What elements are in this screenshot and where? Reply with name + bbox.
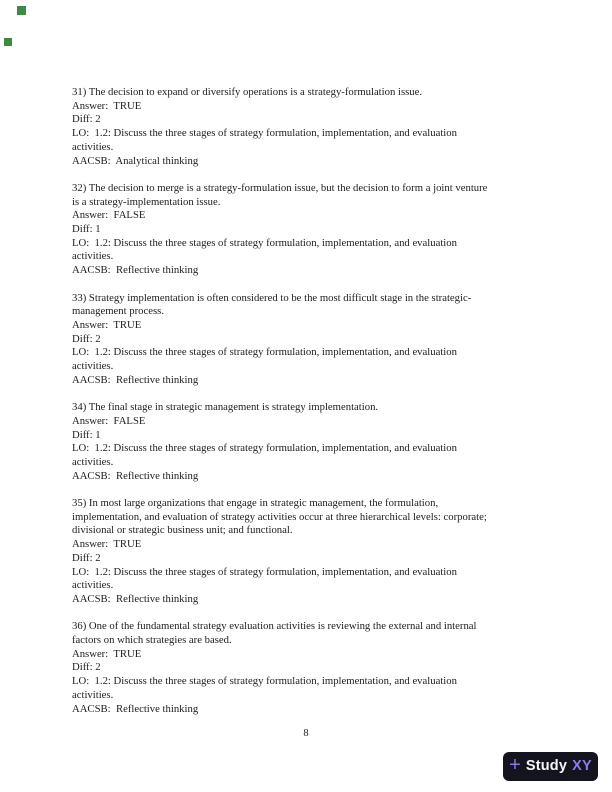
plus-icon: + <box>509 754 521 776</box>
question-line: Answer: TRUE <box>72 538 142 551</box>
question-line: is a strategy-implementation issue. <box>72 195 221 208</box>
question-line: Answer: TRUE <box>72 647 142 660</box>
question-line: 32) The decision to merge is a strategy-formulation issue, but the decision to form a joint venture <box>72 181 488 194</box>
question-list <box>72 86 558 730</box>
question-block <box>72 292 558 388</box>
question-line: divisional or strategic business unit; and functional. <box>72 524 293 537</box>
question-line: management process. <box>72 305 164 318</box>
question-block <box>72 182 558 278</box>
question-line: 35) In most large organizations that engage in strategic management, the formulation, <box>72 497 439 510</box>
question-line: activities. <box>72 688 114 701</box>
question-line: LO: 1.2: Discuss the three stages of strategy formulation, implementation, and evaluation <box>72 127 457 140</box>
logo-text-xy: XY <box>572 758 592 775</box>
question-line: 31) The decision to expand or diversify operations is a strategy-formulation issue. <box>72 86 423 98</box>
question-block <box>72 401 558 483</box>
question-line: 36) One of the fundamental strategy evaluation activities is reviewing the external and internal <box>72 620 477 633</box>
question-line: 33) Strategy implementation is often considered to be the most difficult stage in the strategic- <box>72 291 472 304</box>
question-line: Diff: 2 <box>72 332 101 345</box>
question-line: factors on which strategies are based. <box>72 634 232 647</box>
question-line: LO: 1.2: Discuss the three stages of strategy formulation, implementation, and evaluation <box>72 565 457 578</box>
question-line: activities. <box>72 360 114 373</box>
question-line: Answer: FALSE <box>72 414 146 427</box>
question-line: AACSB: Reflective thinking <box>72 264 199 277</box>
annotation-square <box>4 38 12 46</box>
question-line: LO: 1.2: Discuss the three stages of strategy formulation, implementation, and evaluation <box>72 236 457 249</box>
question-block <box>72 86 558 168</box>
question-line: Diff: 1 <box>72 223 101 236</box>
question-line: Diff: 2 <box>72 661 101 674</box>
question-line: activities. <box>72 579 114 592</box>
logo-text-study: Study <box>525 758 568 775</box>
question-line: activities. <box>72 250 114 263</box>
question-line: implementation, and evaluation of strategy activities occur at three hierarchical levels: corporate; <box>72 510 487 523</box>
studyxy-logo-badge[interactable] <box>503 752 598 781</box>
question-line: 34) The final stage in strategic management is strategy implementation. <box>72 401 379 414</box>
question-line: activities. <box>72 455 114 468</box>
question-line: Diff: 1 <box>72 428 101 441</box>
question-block <box>72 497 558 607</box>
question-line: AACSB: Analytical thinking <box>72 154 199 167</box>
question-line: AACSB: Reflective thinking <box>72 592 199 605</box>
question-line: Answer: TRUE <box>72 318 142 331</box>
annotation-square <box>17 6 26 15</box>
question-line: Diff: 2 <box>72 551 101 564</box>
question-line: Diff: 2 <box>72 113 101 126</box>
question-line: LO: 1.2: Discuss the three stages of strategy formulation, implementation, and evaluation <box>72 346 457 359</box>
question-line: Answer: TRUE <box>72 99 142 112</box>
question-line: AACSB: Reflective thinking <box>72 702 199 715</box>
question-line: Answer: FALSE <box>72 209 146 222</box>
question-line: AACSB: Reflective thinking <box>72 469 199 482</box>
question-line: AACSB: Reflective thinking <box>72 373 199 386</box>
page-number: 8 <box>303 728 309 739</box>
question-block <box>72 620 558 716</box>
question-line: activities. <box>72 140 114 153</box>
question-line: LO: 1.2: Discuss the three stages of strategy formulation, implementation, and evaluation <box>72 442 457 455</box>
question-line: LO: 1.2: Discuss the three stages of strategy formulation, implementation, and evaluation <box>72 675 457 688</box>
